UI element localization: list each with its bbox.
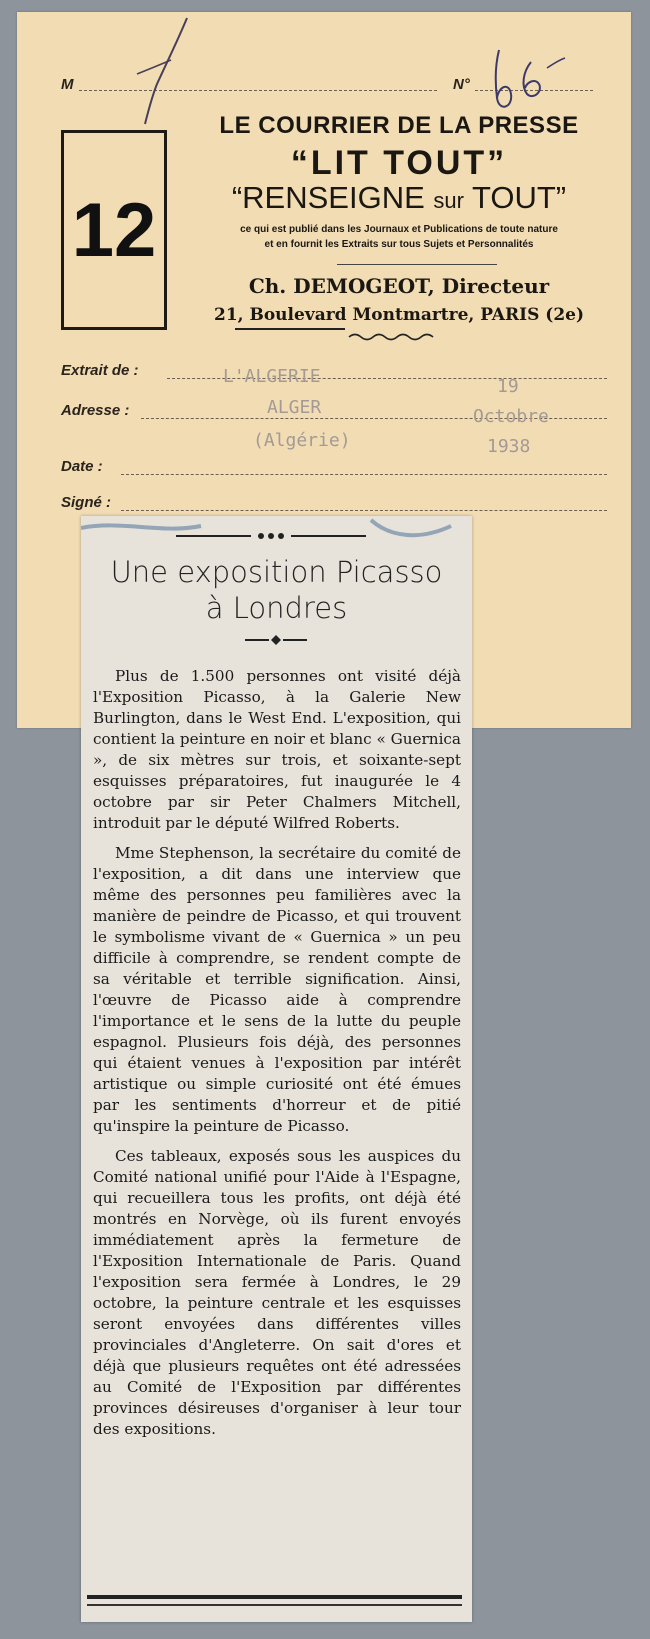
- heading-renseigne: [177, 180, 621, 216]
- issue-number-box: 12: [61, 130, 167, 330]
- tagline: [177, 222, 621, 252]
- heading-renseigne-part-2: sur: [433, 188, 464, 213]
- clipping-top-ornament: [81, 516, 472, 556]
- article-title: [81, 554, 472, 626]
- article-title-line-2: à Londres: [205, 591, 348, 625]
- heading-renseigne-part-1: “RENSEIGNE: [231, 180, 434, 215]
- director-line: Ch. DEMOGEOT, Directeur: [248, 274, 550, 298]
- stamp-newspaper: L'ALGERIE: [223, 366, 321, 387]
- handwritten-no-text: [497, 52, 498, 53]
- newspaper-clipping: [81, 516, 472, 1622]
- field-extrait-label: Extrait de :: [61, 362, 139, 379]
- field-date-line: [121, 474, 607, 475]
- tagline-line-1: ce qui est publié dans les Journaux et Publications de toute nature: [240, 224, 558, 235]
- clipping-bottom-rule: [87, 1595, 462, 1599]
- field-signe-line: [121, 510, 607, 511]
- handwritten-m-text: [143, 66, 144, 67]
- address-line: 21, Boulevard Montmartre, PARIS (2e): [213, 305, 585, 325]
- field-date-label: Date :: [61, 458, 103, 475]
- wavy-ornament: [347, 332, 437, 342]
- title-ornament: [241, 634, 311, 646]
- article-paragraph-2: Mme Stephenson, la secrétaire du comité de l'exposition, a dit dans une interview que même des personnes peu familières avec la manière de peindre de Picasso, et qui trouvent le symbolisme vivant de « Guernica » un peu difficile à comprendre, se rendent compte de sa véritable et terrible signification. Ainsi, l'œuvre de Picasso aide à comprendre l'importance et le sens de la lutte du peuple espagnol. Plusieurs fois déjà, des personnes qui étaient venues à l'exposition par intérêt artistique ou simple curiosité ont été émues par les sentiments d'horreur et de pitié qu'inspire la peinture de Picasso.: [93, 844, 461, 1135]
- field-signe-label: Signé :: [61, 494, 112, 511]
- heading-renseigne-part-3: TOUT”: [463, 180, 567, 215]
- tagline-line-2: et en fournit les Extraits sur tous Sujets et Personnalités: [264, 239, 534, 250]
- article-body: [93, 666, 461, 1449]
- stamp-day: 19: [497, 376, 519, 397]
- article-paragraph-1: Plus de 1.500 personnes ont visité déjà l'Exposition Picasso, à la Galerie New Burlington, dans le West End. L'exposition, qui contient la peinture en noir et blanc « Guernica », de six mètres sur trois, et soixante-sept esquisses préparatoires, fut inaugurée le 4 octobre par sir Peter Chalmers Mitchell, introduit par le député Wilfred Roberts.: [93, 667, 461, 832]
- m-label: M: [61, 76, 74, 93]
- field-adresse-label: Adresse :: [61, 402, 130, 419]
- heading-divider: [337, 264, 497, 265]
- handwritten-mark-no: [487, 42, 577, 122]
- clipping-bottom-rule-2: [87, 1604, 462, 1606]
- article-paragraph-3: Ces tableaux, exposés sous les auspices du Comité national unifié pour l'Aide à l'Espagne, qui recueillera tous les profits, ont déjà été montrés en Norvège, où ils furent envoyés immédiatement après la fermeture de l'Exposition Internationale de Paris. Quand l'exposition sera fermée à Londres, le 29 octobre, la peinture centrale et les esquisses seront envoyées dans différentes villes provinciales d'Angleterre. On sait d'ores et déjà que plusieurs requêtes ont été adressées au Comité de l'Exposition par différentes provinces désireuses d'organiser à leur tour des expositions.: [93, 1147, 461, 1438]
- stamp-country: (Algérie): [253, 430, 351, 451]
- stamp-month: Octobre: [473, 406, 549, 427]
- heading-lit-tout: “LIT TOUT”: [290, 144, 508, 182]
- stamp-city: ALGER: [267, 397, 322, 418]
- address-underline: [235, 328, 345, 330]
- heading-courrier: LE COURRIER DE LA PRESSE: [219, 112, 579, 139]
- article-title-line-1: Une exposition Picasso: [110, 555, 443, 589]
- stamp-year: 1938: [487, 436, 531, 457]
- no-label: N°: [453, 76, 470, 93]
